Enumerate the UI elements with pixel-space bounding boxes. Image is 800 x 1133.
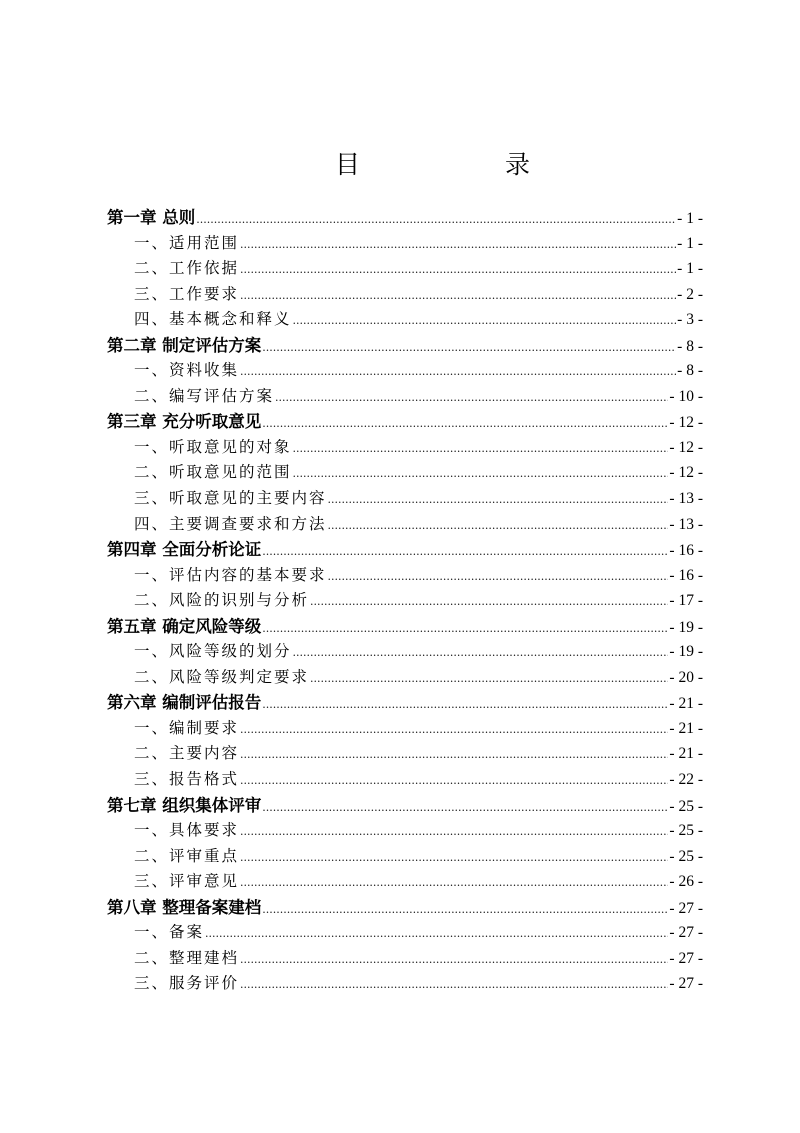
dot-leader (293, 461, 669, 486)
toc-page-number: - 27 - (669, 899, 703, 917)
toc-entry-label: 三、评审意见 (134, 872, 240, 891)
toc-chapter-entry[interactable] (107, 333, 703, 359)
toc-page-number: - 25 - (669, 847, 703, 865)
toc-entry-label: 第四章 全面分析论证 (107, 540, 262, 560)
dot-leader (240, 359, 676, 384)
toc-page-number: - 1 - (677, 210, 703, 227)
toc-page-number: - 3 - (677, 311, 703, 329)
toc-section-entry[interactable] (107, 971, 703, 997)
dot-leader (262, 795, 668, 819)
toc-section-entry[interactable] (107, 920, 703, 946)
toc-page-number: - 20 - (669, 668, 703, 686)
toc-entry-label: 一、资料收集 (134, 361, 240, 380)
toc-entry-label: 一、评估内容的基本要求 (134, 565, 327, 584)
dot-leader (262, 335, 676, 359)
toc-entry-label: 一、具体要求 (134, 821, 240, 840)
toc-page-number: - 12 - (669, 464, 703, 482)
toc-section-entry[interactable] (107, 231, 703, 257)
toc-entry-label: 三、听取意见的主要内容 (134, 489, 327, 508)
dot-leader (328, 487, 669, 512)
toc-entry-label: 第六章 编制评估报告 (107, 693, 262, 713)
toc-section-entry[interactable] (107, 512, 703, 538)
toc-page-number: - 10 - (669, 387, 703, 405)
toc-page-number: - 8 - (677, 362, 703, 380)
toc-section-entry[interactable] (107, 741, 703, 767)
toc-entry-label: 二、工作依据 (134, 259, 240, 278)
toc-page-number: - 27 - (669, 949, 703, 967)
dot-leader (293, 436, 669, 461)
dot-leader (310, 589, 668, 614)
dot-leader (262, 897, 668, 921)
toc-section-entry[interactable] (107, 435, 703, 461)
toc-page-number: - 1 - (677, 234, 703, 252)
dot-leader (262, 616, 668, 640)
toc-chapter-entry[interactable] (107, 409, 703, 435)
dot-leader (240, 870, 668, 895)
toc-page-number: - 8 - (677, 337, 703, 355)
toc-page-number: - 21 - (669, 719, 703, 737)
dot-leader (328, 564, 669, 589)
toc-page-number: - 19 - (669, 643, 703, 661)
dot-leader (240, 947, 668, 972)
toc-section-entry[interactable] (107, 460, 703, 486)
dot-leader (293, 308, 677, 333)
toc-entry-label: 二、听取意见的范围 (134, 463, 292, 482)
table-of-contents (107, 205, 703, 997)
toc-chapter-entry[interactable] (107, 537, 703, 563)
toc-section-entry[interactable] (107, 818, 703, 844)
toc-section-entry[interactable] (107, 563, 703, 589)
toc-entry-label: 第二章 制定评估方案 (107, 335, 262, 355)
toc-entry-label: 四、基本概念和释义 (134, 310, 292, 329)
toc-entry-label: 第五章 确定风险等级 (107, 616, 262, 636)
dot-leader (240, 845, 668, 870)
toc-section-entry[interactable] (107, 307, 703, 333)
toc-page-number: - 13 - (669, 490, 703, 508)
toc-entry-label: 第一章 总则 (107, 208, 196, 227)
toc-page-number: - 2 - (677, 285, 703, 303)
dot-leader (240, 257, 676, 282)
dot-leader (262, 692, 668, 716)
toc-page-number: - 27 - (669, 975, 703, 993)
toc-entry-label: 第七章 组织集体评审 (107, 795, 262, 815)
toc-entry-label: 一、风险等级的划分 (134, 642, 292, 661)
dot-leader (240, 768, 668, 793)
dot-leader (240, 972, 668, 997)
dot-leader (240, 232, 676, 257)
dot-leader (310, 666, 668, 691)
toc-section-entry[interactable] (107, 946, 703, 972)
toc-section-entry[interactable] (107, 665, 703, 691)
toc-chapter-entry[interactable] (107, 205, 703, 231)
toc-title: 目 录 (334, 150, 590, 179)
toc-entry-label: 四、主要调查要求和方法 (134, 514, 327, 533)
toc-section-entry[interactable] (107, 639, 703, 665)
toc-section-entry[interactable] (107, 716, 703, 742)
toc-section-entry[interactable] (107, 384, 703, 410)
toc-page-number: - 21 - (669, 745, 703, 763)
toc-page-number: - 27 - (669, 924, 703, 942)
toc-page-number: - 17 - (669, 592, 703, 610)
toc-section-entry[interactable] (107, 256, 703, 282)
toc-section-entry[interactable] (107, 844, 703, 870)
toc-section-entry[interactable] (107, 767, 703, 793)
toc-section-entry[interactable] (107, 588, 703, 614)
toc-page-number: - 21 - (669, 695, 703, 713)
toc-page-number: - 13 - (669, 515, 703, 533)
toc-entry-label: 二、整理建档 (134, 948, 240, 967)
toc-chapter-entry[interactable] (107, 614, 703, 640)
toc-section-entry[interactable] (107, 486, 703, 512)
dot-leader (205, 921, 668, 946)
toc-entry-label: 二、主要内容 (134, 744, 240, 763)
toc-entry-label: 二、风险等级判定要求 (134, 667, 310, 686)
toc-page-number: - 22 - (669, 771, 703, 789)
toc-entry-label: 三、报告格式 (134, 770, 240, 789)
toc-page-number: - 16 - (669, 542, 703, 560)
toc-chapter-entry[interactable] (107, 793, 703, 819)
dot-leader (240, 717, 668, 742)
toc-entry-label: 第八章 整理备案建档 (107, 897, 262, 917)
dot-leader (293, 640, 669, 665)
toc-entry-label: 二、编写评估方案 (134, 386, 275, 405)
toc-entry-label: 二、评审重点 (134, 846, 240, 865)
toc-entry-label: 二、风险的识别与分析 (134, 591, 310, 610)
toc-entry-label: 三、工作要求 (134, 284, 240, 303)
toc-entry-label: 一、听取意见的对象 (134, 437, 292, 456)
dot-leader (240, 283, 676, 308)
toc-entry-label: 第三章 充分听取意见 (107, 412, 262, 432)
dot-leader (328, 513, 669, 538)
toc-chapter-entry[interactable] (107, 690, 703, 716)
toc-page-number: - 25 - (669, 822, 703, 840)
toc-page-number: - 25 - (669, 797, 703, 815)
toc-entry-label: 一、备案 (134, 923, 205, 942)
toc-entry-label: 一、适用范围 (134, 233, 240, 252)
dot-leader (196, 207, 676, 231)
toc-page-number: - 12 - (669, 414, 703, 432)
dot-leader (240, 742, 668, 767)
toc-page-number: - 19 - (669, 618, 703, 636)
toc-section-entry[interactable] (107, 358, 703, 384)
toc-section-entry[interactable] (107, 282, 703, 308)
toc-page-number: - 12 - (669, 438, 703, 456)
dot-leader (262, 539, 668, 563)
toc-entry-label: 一、编制要求 (134, 718, 240, 737)
toc-page-number: - 26 - (669, 873, 703, 891)
toc-page-number: - 1 - (677, 260, 703, 278)
dot-leader (240, 819, 668, 844)
toc-page-number: - 16 - (669, 566, 703, 584)
dot-leader (275, 385, 668, 410)
toc-chapter-entry[interactable] (107, 895, 703, 921)
toc-entry-label: 三、服务评价 (134, 974, 240, 993)
dot-leader (262, 411, 668, 435)
toc-section-entry[interactable] (107, 869, 703, 895)
